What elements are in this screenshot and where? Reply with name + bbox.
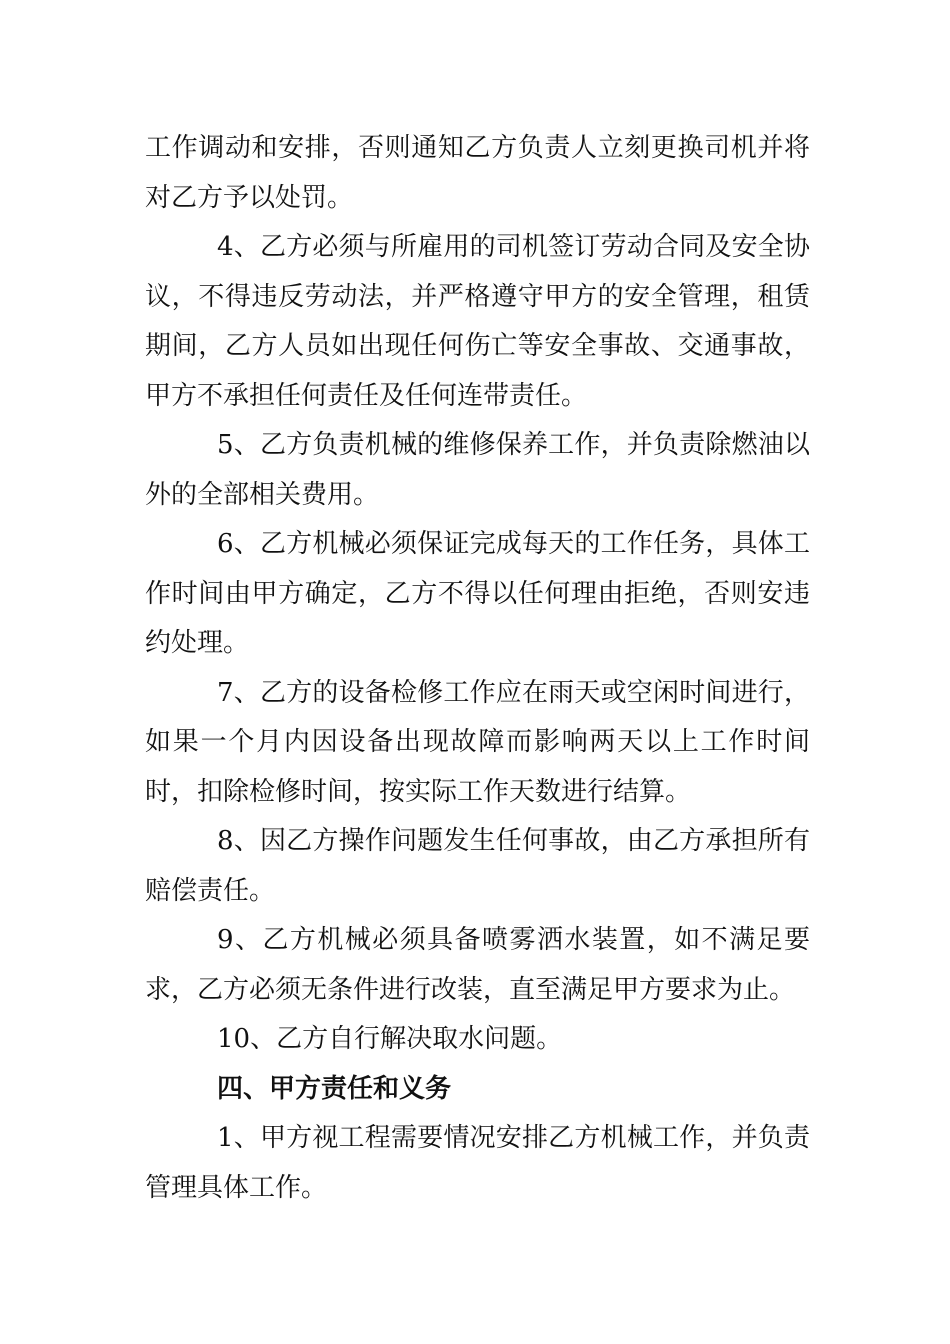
clause-5: 5、乙方负责机械的维修保养工作，并负责除燃油以外的全部相关费用。 xyxy=(145,430,810,510)
clause-4: 4、乙方必须与所雇用的司机签订劳动合同及安全协议，不得违反劳动法，并严格遵守甲方的安全管理，租赁期间，乙方人员如出现任何伤亡等安全事故、交通事故，甲方不承担任何责任及任何连带责任。 xyxy=(145,232,810,411)
document-body xyxy=(145,124,810,1213)
clause-6: 6、乙方机械必须保证完成每天的工作任务，具体工作时间由甲方确定，乙方不得以任何理由拒绝，否则安违约处理。 xyxy=(145,529,810,658)
paragraph-continuation: 工作调动和安排，否则通知乙方负责人立刻更换司机并将对乙方予以处罚。 xyxy=(145,133,810,213)
clause-10: 10、乙方自行解决取水问题。 xyxy=(217,1024,563,1054)
section-heading: 四、甲方责任和义务 xyxy=(217,1073,452,1104)
clause-1: 1、甲方视工程需要情况安排乙方机械工作，并负责管理具体工作。 xyxy=(145,1123,810,1203)
clause-8: 8、因乙方操作问题发生任何事故，由乙方承担所有赔偿责任。 xyxy=(145,826,810,906)
clause-9: 9、乙方机械必须具备喷雾洒水装置，如不满足要求，乙方必须无条件进行改装，直至满足甲方要求为止。 xyxy=(145,925,810,1005)
clause-7: 7、乙方的设备检修工作应在雨天或空闲时间进行，如果一个月内因设备出现故障而影响两天以上工作时间时，扣除检修时间，按实际工作天数进行结算。 xyxy=(145,677,810,807)
